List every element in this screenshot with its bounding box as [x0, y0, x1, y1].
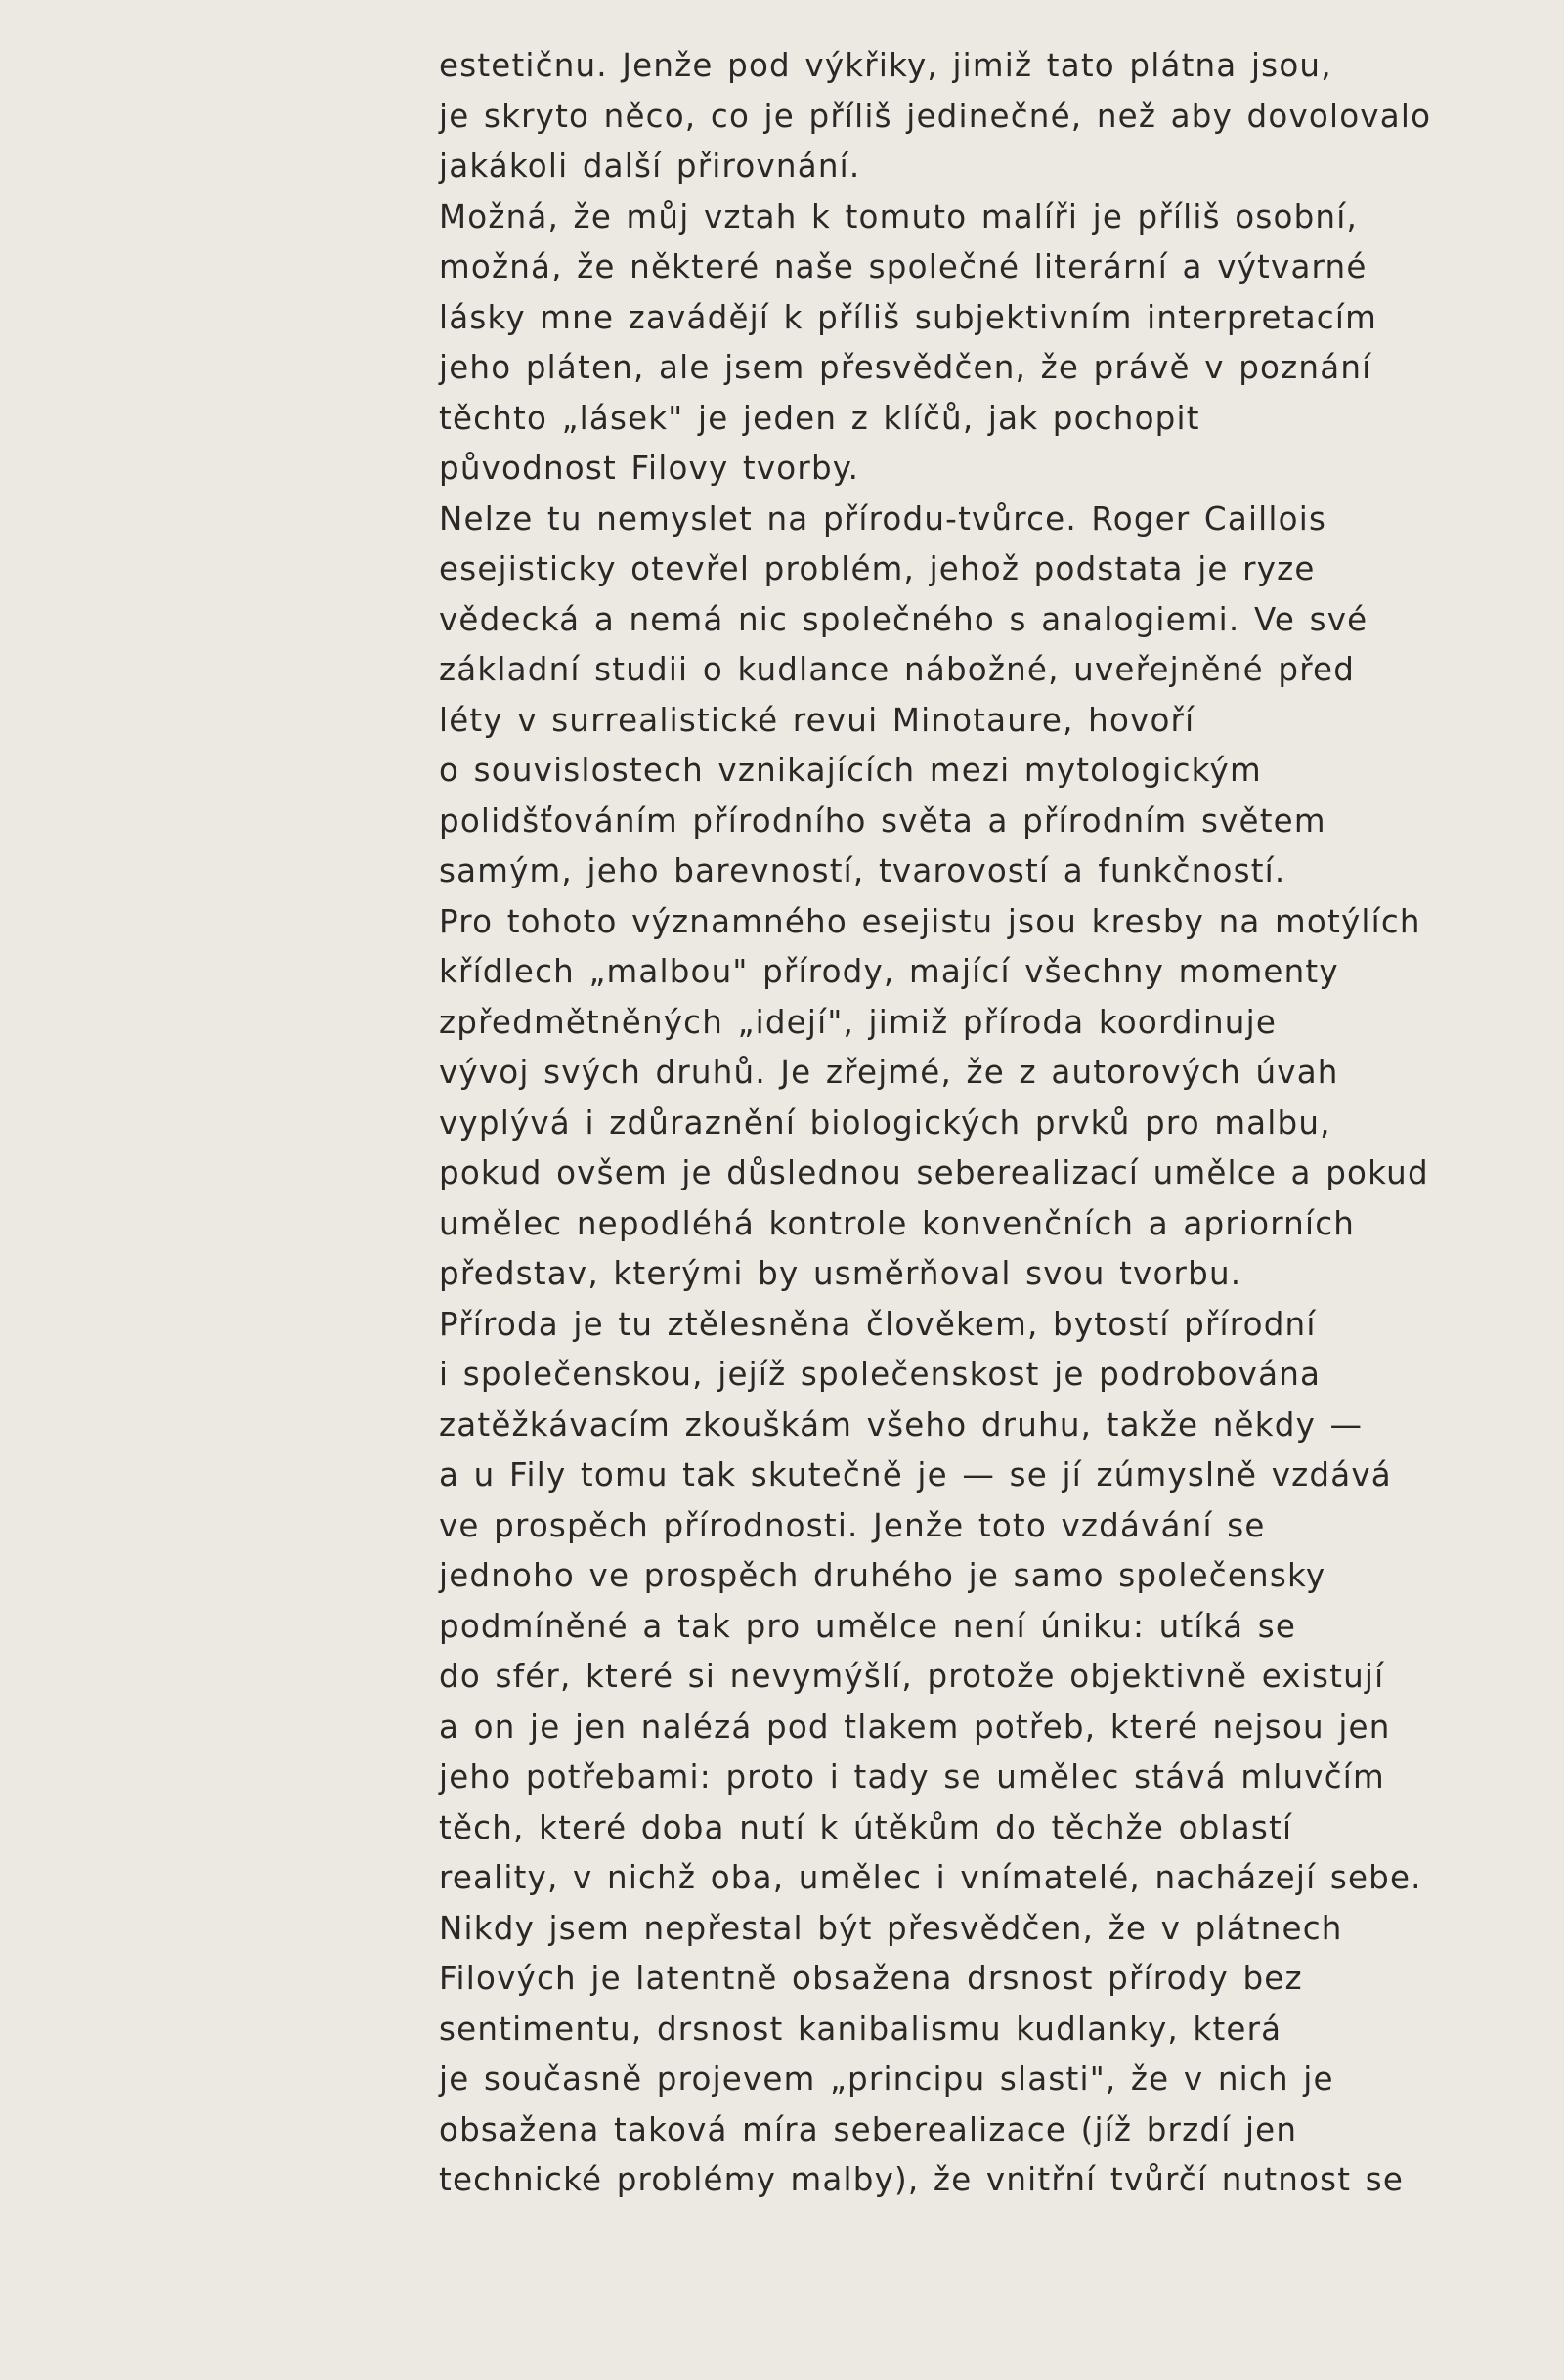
text-line: původnost Filovy tvorby.	[439, 450, 860, 487]
text-line: Nelze tu nemyslet na přírodu-tvůrce. Roger Caillois	[439, 499, 1327, 538]
text-line: podmíněné a tak pro umělce není úniku: utíká se	[439, 1607, 1297, 1645]
text-line: zatěžkávacím zkouškám všeho druhu, takže někdy —	[439, 1406, 1364, 1444]
text-line: zpředmětněných „idejí", jimiž příroda koordinuje	[439, 1003, 1278, 1041]
text-line: základní studii o kudlance nábožné, uveřejněné před	[439, 651, 1356, 688]
text-line: sentimentu, drsnost kanibalismu kudlanky, která	[439, 2010, 1282, 2048]
text-line: pokud ovšem je důslednou seberealizací umělce a pokud	[439, 1154, 1429, 1191]
text-line: a on je jen nalézá pod tlakem potřeb, které nejsou jen	[439, 1708, 1391, 1746]
text-line: esejisticky otevřel problém, jehož podstata je ryze	[439, 550, 1316, 587]
text-line: do sfér, které si nevymýšlí, protože objektivně existují	[439, 1658, 1385, 1695]
text-line: léty v surrealistické revui Minotaure, hovoří	[439, 701, 1195, 739]
text-line: lásky mne zavádějí k příliš subjektivním interpretacím	[439, 298, 1377, 336]
text-line: ve prospěch přírodnosti. Jenže toto vzdávání se	[439, 1506, 1266, 1544]
text-line: o souvislostech vznikajících mezi mytologickým	[439, 752, 1262, 789]
text-line: Filových je latentně obsažena drsnost přírody bez	[439, 1960, 1303, 1997]
text-line: je současně projevem „principu slasti", že v nich je	[439, 2060, 1334, 2098]
text-line: jeho potřebami: proto i tady se umělec stává mluvčím	[439, 1758, 1385, 1796]
text-line: Nikdy jsem nepřestal být přesvědčen, že v plátnech	[439, 1909, 1343, 1947]
text-line: představ, kterými by usměrňoval svou tvorbu.	[439, 1255, 1242, 1292]
text-line: vyplývá i zdůraznění biologických prvků pro malbu,	[439, 1103, 1331, 1142]
text-line: samým, jeho barevností, tvarovostí a funkčností.	[439, 852, 1286, 889]
text-line: možná, že některé naše společné literární a výtvarné	[439, 248, 1368, 285]
text-line: Příroda je tu ztělesněna člověkem, bytostí přírodní	[439, 1305, 1317, 1343]
text-line: jednoho ve prospěch druhého je samo společensky	[439, 1557, 1326, 1594]
text-line: i společenskou, jejíž společenskost je podrobována	[439, 1356, 1322, 1393]
text-line: Možná, že můj vztah k tomuto malíři je příliš osobní,	[439, 197, 1358, 236]
text-line: vývoj svých druhů. Je zřejmé, že z autorových úvah	[439, 1054, 1339, 1091]
text-line: a u Fily tomu tak skutečně je — se jí zúmyslně vzdává	[439, 1456, 1392, 1493]
text-line: reality, v nichž oba, umělec i vnímatelé, nacházejí sebe.	[439, 1859, 1422, 1896]
text-line: polidšťováním přírodního světa a přírodním světem	[439, 801, 1326, 840]
text-line: technické problémy malby), že vnitřní tvůrčí nutnost se	[439, 2161, 1405, 2198]
text-line: obsažena taková míra seberealizace (jíž brzdí jen	[439, 2110, 1298, 2148]
text-line: Pro tohoto významného esejistu jsou kresby na motýlích	[439, 902, 1421, 940]
text-line: jakákoli další přirovnání.	[439, 148, 861, 185]
body-text	[439, 41, 1436, 2206]
text-line: umělec nepodléhá kontrole konvenčních a apriorních	[439, 1204, 1356, 1242]
text-line: těch, které doba nutí k útěkům do těchže oblastí	[439, 1808, 1293, 1846]
text-line: je skryto něco, co je příliš jedinečné, než aby dovolovalo	[439, 97, 1432, 135]
text-line: vědecká a nemá nic společného s analogiemi. Ve své	[439, 600, 1368, 638]
text-line: těchto „lásek" je jeden z klíčů, jak pochopit	[439, 399, 1200, 437]
text-line: estetičnu. Jenže pod výkřiky, jimiž tato plátna jsou,	[439, 47, 1332, 84]
text-line: křídlech „malbou" přírody, mající všechny momenty	[439, 953, 1339, 990]
text-line: jeho pláten, ale jsem přesvědčen, že právě v poznání	[439, 349, 1372, 386]
